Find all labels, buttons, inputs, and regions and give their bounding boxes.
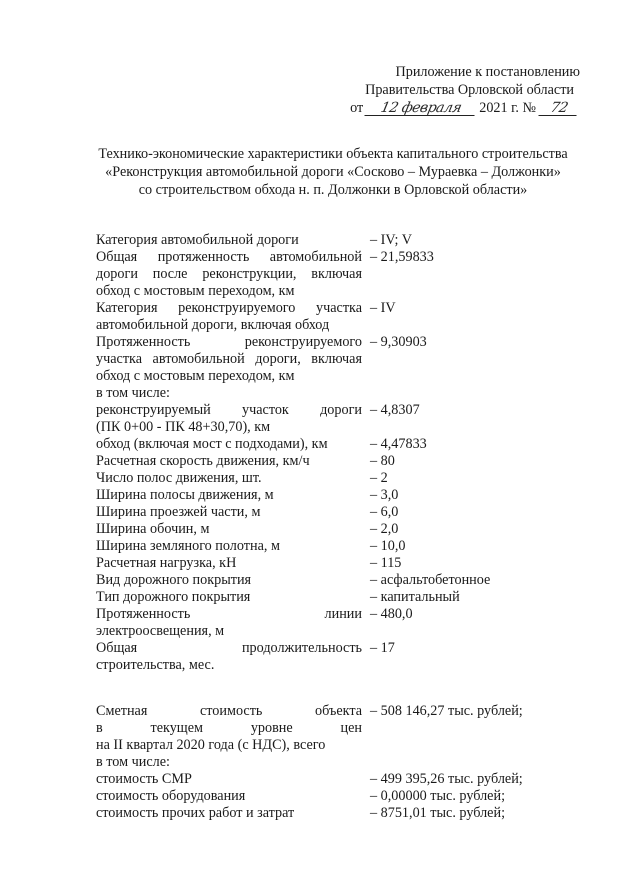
row-label-line: Ширина проезжей части, м [96,504,261,520]
row-label [96,453,362,470]
row-label-line: в том числе: [96,385,170,401]
title-line-1: Технико-экономические характеристики объекта капитального строительства [98,146,568,162]
appendix-line-1: Приложение к постановлению [395,64,580,80]
characteristic-row [96,521,616,538]
row-label [96,788,362,805]
row-label-line: на II квартал 2020 года (с НДС), всего [96,737,326,753]
row-label [96,555,362,572]
row-label [96,470,362,487]
row-label-line: Вид дорожного покрытия [96,572,252,588]
characteristic-row [96,538,616,555]
characteristic-row [96,436,616,453]
row-label [96,232,362,249]
row-label [96,436,362,453]
characteristic-row [96,453,616,470]
row-value: – 9,30903 [370,334,427,350]
row-value: – IV; V [370,232,413,248]
row-label-line: реконструируемый участок дороги [96,402,362,418]
cost-row [96,771,616,788]
characteristic-row [96,572,616,589]
characteristic-row [96,385,616,402]
row-label [96,385,362,402]
section-gap [96,674,616,703]
characteristic-row [96,470,616,487]
row-label-line: Сметная стоимость объекта [96,703,362,719]
row-label-line: Тип дорожного покрытия [96,589,251,605]
row-label [96,572,362,589]
row-value: – 4,8307 [370,402,420,418]
handwritten-date: 12 февраля [365,101,478,116]
appendix-date-line [340,99,580,117]
row-label-line: Категория автомобильной дороги [96,232,299,248]
row-value: – 3,0 [370,487,399,503]
characteristic-row [96,606,616,640]
row-value: – асфальтобетонное [370,572,491,588]
cost-row [96,788,616,805]
row-label [96,504,362,521]
row-label-line: стоимость СМР [96,771,192,787]
row-value: – 499 395,26 тыс. рублей; [370,771,523,787]
row-label-line: обход (включая мост с подходами), км [96,436,328,452]
row-label [96,249,362,300]
characteristic-row [96,504,616,521]
row-value: – 17 [370,640,395,656]
characteristic-row [96,300,616,334]
row-label-line: Ширина полосы движения, м [96,487,274,503]
row-label-line: Общая протяженность автомобильной [96,249,362,265]
row-label-line: обход с мостовым переходом, км [96,283,295,299]
cost-row [96,805,616,822]
characteristics-rows [96,232,616,674]
row-value: – 115 [370,555,402,571]
characteristic-row [96,249,616,300]
row-label-line: Число полос движения, шт. [96,470,262,486]
title-line-3: со строительством обхода н. п. Должонки в Орловской области» [138,182,528,198]
row-label [96,521,362,538]
row-label-line: обход с мостовым переходом, км [96,368,295,384]
cost-row [96,754,616,771]
row-label-line: Протяженность линии [96,606,362,622]
date-year: 2021 г. № [479,100,536,116]
row-label [96,334,362,385]
row-label [96,402,362,436]
row-value: – 0,00000 тыс. рублей; [370,788,506,804]
row-label-line: Протяженность реконструируемого [96,334,362,350]
row-label-line: стоимость прочих работ и затрат [96,805,295,821]
cost-rows [96,703,616,822]
row-label-line: стоимость оборудования [96,788,246,804]
handwritten-number: 72 [538,101,579,116]
row-label [96,771,362,788]
row-value: – 6,0 [370,504,399,520]
row-label-line: Ширина обочин, м [96,521,210,537]
row-label-line: (ПК 0+00 - ПК 48+30,70), км [96,419,271,435]
title-line-2: «Реконструкция автомобильной дороги «Сосково – Мураевка – Должонки» [105,164,561,180]
row-label [96,805,362,822]
row-label [96,640,362,674]
row-label-line: дороги после реконструкции, включая [96,266,362,282]
row-label-line: Расчетная нагрузка, кН [96,555,237,571]
row-label [96,606,362,640]
characteristic-row [96,402,616,436]
row-label-line: Общая продолжительность [96,640,362,656]
cost-row [96,703,616,754]
row-label-line: Расчетная скорость движения, км/ч [96,453,310,469]
row-value: – 4,47833 [370,436,427,452]
row-label-line: строительства, мес. [96,657,215,673]
document-title [78,145,588,199]
row-label-line: в том числе: [96,754,170,770]
row-label-line: электроосвещения, м [96,623,225,639]
row-value: – IV [370,300,396,316]
characteristic-row [96,334,616,385]
row-value: – 8751,01 тыс. рублей; [370,805,506,821]
row-value: – 2 [370,470,388,486]
row-value: – 508 146,27 тыс. рублей; [370,703,523,719]
characteristic-row [96,589,616,606]
row-value: – 2,0 [370,521,399,537]
row-value: – 21,59833 [370,249,434,265]
characteristic-row [96,640,616,674]
row-label-line: Категория реконструируемого участка [96,300,362,316]
row-label [96,487,362,504]
characteristic-row [96,555,616,572]
characteristics-table [96,232,616,822]
row-label [96,538,362,555]
characteristic-row [96,232,616,249]
date-prefix: от [350,100,364,116]
appendix-header [340,63,580,117]
row-label-line: Ширина земляного полотна, м [96,538,280,554]
row-value: – 10,0 [370,538,406,554]
row-label-line: в текущем уровне цен [96,720,362,736]
appendix-line-2: Правительства Орловской области [365,82,574,98]
row-label [96,300,362,334]
row-value: – капитальный [370,589,460,605]
row-label-line: автомобильной дороги, включая обход [96,317,330,333]
row-label-line: участка автомобильной дороги, включая [96,351,362,367]
row-value: – 480,0 [370,606,413,622]
row-value: – 80 [370,453,395,469]
row-label [96,703,362,754]
characteristic-row [96,487,616,504]
row-label [96,589,362,606]
row-label [96,754,362,771]
